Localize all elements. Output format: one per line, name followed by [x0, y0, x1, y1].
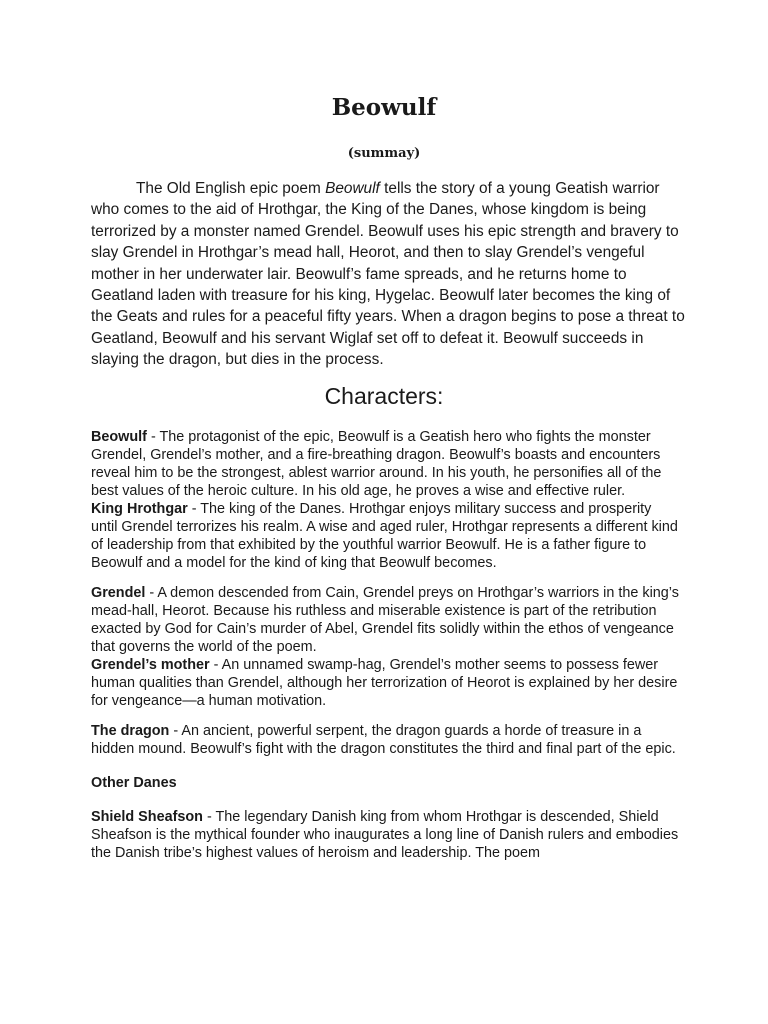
document-title: Beowulf	[331, 94, 437, 121]
character-name: The dragon	[91, 723, 170, 739]
characters-list	[91, 428, 681, 862]
characters-heading: Characters:	[324, 383, 444, 409]
character-entry-beowulf	[91, 428, 681, 500]
character-entry-dragon	[91, 722, 681, 758]
character-description: - The king of the Danes. Hrothgar enjoys military success and prosperity until Grendel terrorizes his realm. A wise and aged ruler, Hrothgar represents a different kind of leadership from that exhibited by the youthful warrior Beowulf. He is a father figure to Beowulf and a model for the kind of king that Beowulf becomes.	[91, 501, 678, 571]
other-danes-heading-text: Other Danes	[91, 775, 177, 791]
summary-text-start: The Old English epic poem	[136, 180, 326, 197]
summary-paragraph	[91, 178, 691, 371]
summary-text-rest: tells the story of a young Geatish warrior who comes to the aid of Hrothgar, the King of the Danes, whose kingdom is being terrorized by a monster named Grendel. Beowulf uses his epic strength and bravery to slay Grendel in Hrothgar’s mead hall, Heorot, and then to slay Grendel’s vengeful mother in her underwater lair. Beowulf’s fame spreads, and he returns home to Geatland laden with treasure for his king, Hygelac. Beowulf later becomes the king of the Geats and rules for a peaceful fifty years. When a dragon begins to pose a threat to Geatland, Beowulf and his servant Wiglaf set off to defeat it. Beowulf succeeds in slaying the dragon, but dies in the process.	[91, 180, 685, 369]
other-danes-heading	[91, 774, 681, 792]
character-name: Grendel	[91, 585, 146, 601]
character-description: - The legendary Danish king from whom Hrothgar is descended, Shield Sheafson is the mythical founder who inaugurates a long line of Danish rulers and embodies the Danish tribe’s highest values of heroism and leadership. The poem	[91, 809, 679, 861]
character-description: - A demon descended from Cain, Grendel preys on Hrothgar’s warriors in the king’s mead-hall, Heorot. Because his ruthless and miserable existence is part of the retribution exacted by God for Cain’s murder of Abel, Grendel fits solidly within the ethos of vengeance that governs the world of the poem.	[91, 585, 679, 655]
character-description: - An ancient, powerful serpent, the dragon guards a horde of treasure in a hidden mound. Beowulf’s fight with the dragon constitutes the third and final part of the epic.	[91, 723, 676, 757]
character-entry-grendel	[91, 584, 681, 656]
character-name: Beowulf	[91, 429, 147, 445]
document-subtitle: (summay)	[347, 146, 421, 161]
character-entry-shield-sheafson	[91, 808, 681, 862]
character-entry-grendels-mother	[91, 656, 681, 710]
summary-poem-title: Beowulf	[325, 180, 380, 197]
character-entry-hrothgar	[91, 500, 681, 572]
character-name: Shield Sheafson	[91, 809, 203, 825]
character-description: - An unnamed swamp-hag, Grendel’s mother seems to possess fewer human qualities than Grendel, although her terrorization of Heorot is explained by her desire for vengeance—a human motivation.	[91, 657, 678, 709]
character-name: King Hrothgar	[91, 501, 188, 517]
character-name: Grendel’s mother	[91, 657, 210, 673]
character-description: - The protagonist of the epic, Beowulf is a Geatish hero who fights the monster Grendel, Grendel’s mother, and a fire-breathing dragon. Beowulf’s boasts and encounters reveal him to be the strongest, ablest warrior around. In his youth, he personifies all of the best values of the heroic culture. In his old age, he proves a wise and effective ruler.	[91, 429, 662, 499]
